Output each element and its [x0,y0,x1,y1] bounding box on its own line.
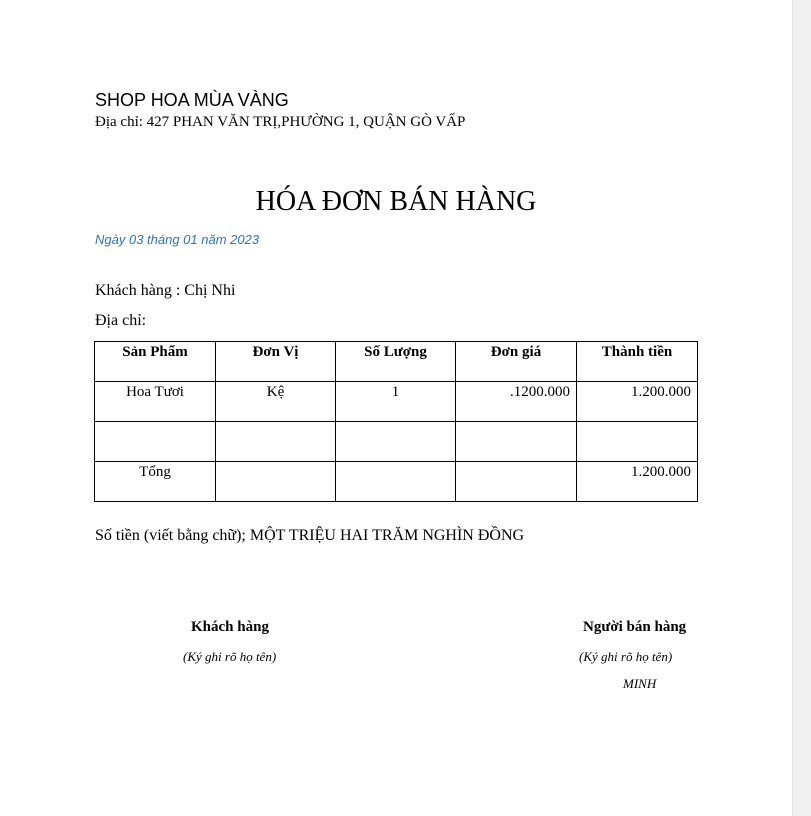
header-unit-price: Đơn giá [456,342,577,382]
cell-product: Hoa Tươi [95,382,216,422]
header-line-total: Thành tiền [577,342,698,382]
buyer-signature-note: (Ký ghi rõ họ tên) [183,649,277,664]
total-empty-cell [336,462,456,502]
customer-name-line: Khách hàng : Chị Nhi [95,282,236,299]
total-empty-cell [216,462,336,502]
cell-quantity [336,422,456,462]
invoice-title: HÓA ĐƠN BÁN HÀNG [255,186,537,217]
seller-signature-title: Người bán hàng [583,619,687,635]
header-product: Sản Phẩm [95,342,216,382]
shop-address: Địa chỉ: 427 PHAN VĂN TRỊ,PHƯỜNG 1, QUẬN GÒ VẤP [95,114,466,130]
header-unit: Đơn Vị [216,342,336,382]
invoice-date: Ngày 03 tháng 01 năm 2023 [95,232,260,247]
table-row [95,382,698,422]
invoice-items-table [94,341,698,502]
customer-address-label: Địa chỉ: [95,312,147,329]
cell-unit [216,422,336,462]
total-empty-cell [456,462,577,502]
seller-name: MINH [623,676,657,691]
cell-quantity: 1 [336,382,456,422]
cell-unit: Kệ [216,382,336,422]
cell-line-total [577,422,698,462]
total-label: Tổng [95,462,216,502]
cell-unit-price [456,422,577,462]
table-header-row [95,342,698,382]
cell-product [95,422,216,462]
cell-line-total: 1.200.000 [577,382,698,422]
header-quantity: Số Lượng [336,342,456,382]
total-value: 1.200.000 [577,462,698,502]
vertical-scrollbar[interactable] [792,0,811,816]
shop-name: SHOP HOA MÙA VÀNG [95,90,289,110]
cell-unit-price: .1200.000 [456,382,577,422]
table-row [95,422,698,462]
amount-in-words: Số tiền (viết bằng chữ); MỘT TRIỆU HAI TRĂM NGHÌN ĐỒNG [95,527,525,544]
buyer-signature-title: Khách hàng [191,619,269,635]
seller-signature-note: (Ký ghi rõ họ tên) [579,649,673,664]
table-total-row [95,462,698,502]
